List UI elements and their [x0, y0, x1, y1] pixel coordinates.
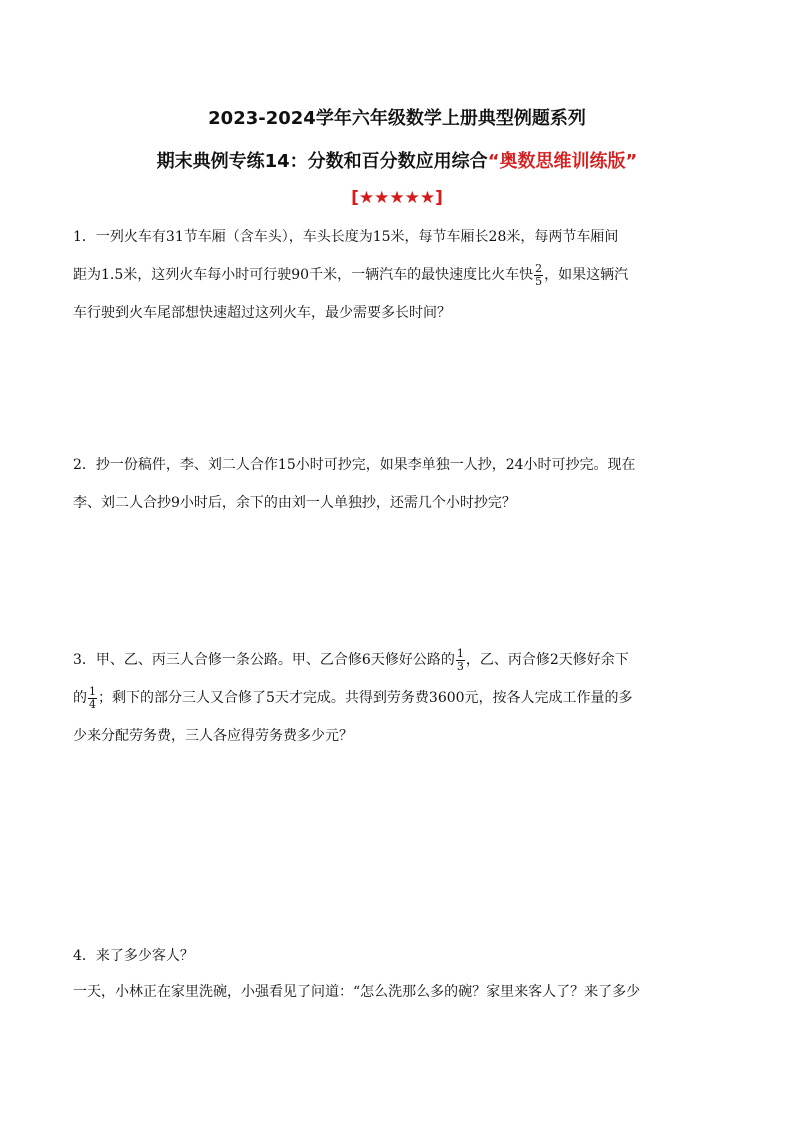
worksheet-title: 2023-2024学年六年级数学上册典型例题系列 [208, 108, 586, 129]
question-2-line-1: 2．抄一份稿件，李、刘二人合作15小时可抄完，如果李单独一人抄，24小时可抄完。现在 [73, 457, 636, 473]
question-1 [73, 218, 723, 332]
fraction-numerator: 1 [456, 646, 464, 660]
fraction-denominator: 3 [456, 659, 464, 673]
question-4 [73, 938, 723, 1010]
question-3-line-1-text-b: ，乙、丙合修2天修好余下 [465, 652, 629, 668]
question-4-line-1: 一天，小林正在家里洗碗，小强看见了问道：“怎么洗那么多的碗？家里来客人了？来了多少 [73, 984, 641, 1000]
fraction-denominator: 5 [535, 274, 543, 288]
subtitle-text: 期末典例专练14：分数和百分数应用综合 [156, 151, 488, 172]
fraction-numerator: 2 [535, 261, 543, 275]
question-1-line-1: 1．一列火车有31节车厢（含车头），车头长度为15米，每节车厢长28米，每两节车厢间 [73, 229, 619, 245]
question-2-line-2: 李、刘二人合抄9小时后，余下的由刘一人单独抄，还需几个小时抄完？ [73, 495, 516, 511]
question-3-line-1-text-a: 3．甲、乙、丙三人合修一条公路。甲、乙合修6天修好公路的 [73, 652, 455, 668]
question-3-line-2-text-b: ；剩下的部分三人又合修了5天才完成。共得到劳务费3600元，按各人完成工作量的多 [98, 690, 633, 706]
question-1-line-3: 车行驶到火车尾部想快速超过这列火车，最少需要多长时间？ [73, 305, 451, 321]
question-1-line-2-text-a: 距为1.5米，这列火车每小时可行驶90千米，一辆汽车的最快速度比火车快 [73, 267, 534, 283]
worksheet-subtitle [0, 147, 794, 173]
difficulty-stars: [★★★★★] [351, 188, 443, 208]
question-1-line-2-text-b: ，如果这辆汽 [544, 267, 629, 283]
fraction-one-third [456, 648, 465, 673]
fraction-numerator: 1 [89, 684, 96, 698]
fraction-denominator: 4 [89, 697, 96, 711]
question-4-title: 4．来了多少客人？ [73, 948, 194, 964]
question-2 [73, 446, 723, 522]
question-3-line-2-text-a: 的 [73, 690, 87, 706]
subtitle-highlight: “奥数思维训练版” [487, 151, 638, 172]
question-3 [73, 641, 723, 755]
fraction-one-quarter [88, 686, 97, 711]
question-1-line-2 [73, 256, 723, 294]
question-3-line-3: 少来分配劳务费，三人各应得劳务费多少元？ [73, 728, 353, 744]
question-3-line-1 [73, 641, 723, 679]
fraction-two-fifths [534, 263, 543, 288]
question-3-line-2 [73, 679, 723, 717]
